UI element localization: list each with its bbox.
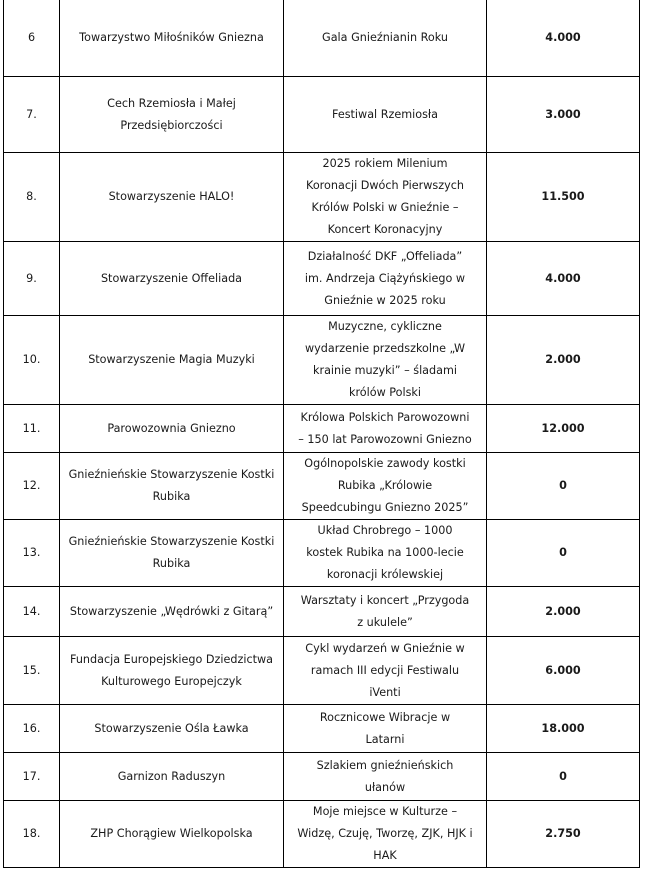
row-number: 11. — [4, 405, 60, 453]
grant-amount: 2.000 — [487, 316, 640, 405]
grant-amount: 0 — [487, 520, 640, 587]
table-row — [4, 587, 640, 637]
task-title: Moje miejsce w Kulturze – Widzę, Czuję, Tworzę, ZJK, HJK i HAK — [284, 801, 487, 868]
task-title: Cykl wydarzeń w Gnieźnie w ramach III edycji Festiwalu iVenti — [284, 637, 487, 705]
grant-amount: 4.000 — [487, 0, 640, 77]
table-row — [4, 801, 640, 868]
row-number: 13. — [4, 520, 60, 587]
row-number: 14. — [4, 587, 60, 637]
task-title: Gala Gnieźnianin Roku — [284, 0, 487, 77]
table-row — [4, 520, 640, 587]
row-number: 16. — [4, 705, 60, 753]
task-title: Działalność DKF „Offeliada” im. Andrzeja Ciążyńskiego w Gnieźnie w 2025 roku — [284, 242, 487, 316]
table-row — [4, 77, 640, 153]
task-title: Szlakiem gnieźnieńskich ułanów — [284, 753, 487, 801]
grant-amount: 2.750 — [487, 801, 640, 868]
table-row — [4, 753, 640, 801]
table-row — [4, 705, 640, 753]
task-title: Układ Chrobrego – 1000 kostek Rubika na 1000-lecie koronacji królewskiej — [284, 520, 487, 587]
grant-amount: 11.500 — [487, 153, 640, 242]
table-row — [4, 242, 640, 316]
table-row — [4, 153, 640, 242]
row-number: 12. — [4, 453, 60, 520]
task-title: Festiwal Rzemiosła — [284, 77, 487, 153]
row-number: 15. — [4, 637, 60, 705]
organization-name: Cech Rzemiosła i Małej Przedsiębiorczości — [60, 77, 284, 153]
grant-amount: 2.000 — [487, 587, 640, 637]
row-number: 9. — [4, 242, 60, 316]
table-row — [4, 405, 640, 453]
task-title: Królowa Polskich Parowozowni – 150 lat Parowozowni Gniezno — [284, 405, 487, 453]
organization-name: Stowarzyszenie Magia Muzyki — [60, 316, 284, 405]
task-title: Muzyczne, cykliczne wydarzenie przedszkolne „W krainie muzyki” – śladami królów Polski — [284, 316, 487, 405]
task-title: Ogólnopolskie zawody kostki Rubika „Królowie Speedcubingu Gniezno 2025” — [284, 453, 487, 520]
table-row — [4, 453, 640, 520]
organization-name: Stowarzyszenie Ośla Ławka — [60, 705, 284, 753]
grants-table — [3, 0, 640, 868]
row-number: 8. — [4, 153, 60, 242]
table-row — [4, 316, 640, 405]
table-row — [4, 0, 640, 77]
grant-amount: 18.000 — [487, 705, 640, 753]
organization-name: Gnieźnieńskie Stowarzyszenie Kostki Rubika — [60, 453, 284, 520]
organization-name: Fundacja Europejskiego Dziedzictwa Kulturowego Europejczyk — [60, 637, 284, 705]
row-number: 10. — [4, 316, 60, 405]
task-title: Warsztaty i koncert „Przygoda z ukulele” — [284, 587, 487, 637]
organization-name: Parowozownia Gniezno — [60, 405, 284, 453]
organization-name: Stowarzyszenie Offeliada — [60, 242, 284, 316]
task-title: Rocznicowe Wibracje w Latarni — [284, 705, 487, 753]
grant-amount: 0 — [487, 453, 640, 520]
organization-name: Stowarzyszenie HALO! — [60, 153, 284, 242]
organization-name: Stowarzyszenie „Wędrówki z Gitarą” — [60, 587, 284, 637]
grant-amount: 0 — [487, 753, 640, 801]
organization-name: ZHP Chorągiew Wielkopolska — [60, 801, 284, 868]
table-row — [4, 637, 640, 705]
row-number: 7. — [4, 77, 60, 153]
grant-amount: 6.000 — [487, 637, 640, 705]
task-title: 2025 rokiem Milenium Koronacji Dwóch Pierwszych Królów Polski w Gnieźnie – Koncert Koronacyjny — [284, 153, 487, 242]
organization-name: Gnieźnieńskie Stowarzyszenie Kostki Rubika — [60, 520, 284, 587]
grant-amount: 12.000 — [487, 405, 640, 453]
row-number: 17. — [4, 753, 60, 801]
grants-table-body — [4, 0, 640, 868]
grant-amount: 3.000 — [487, 77, 640, 153]
row-number: 18. — [4, 801, 60, 868]
organization-name: Garnizon Raduszyn — [60, 753, 284, 801]
row-number: 6 — [4, 0, 60, 77]
organization-name: Towarzystwo Miłośników Gniezna — [60, 0, 284, 77]
grant-amount: 4.000 — [487, 242, 640, 316]
